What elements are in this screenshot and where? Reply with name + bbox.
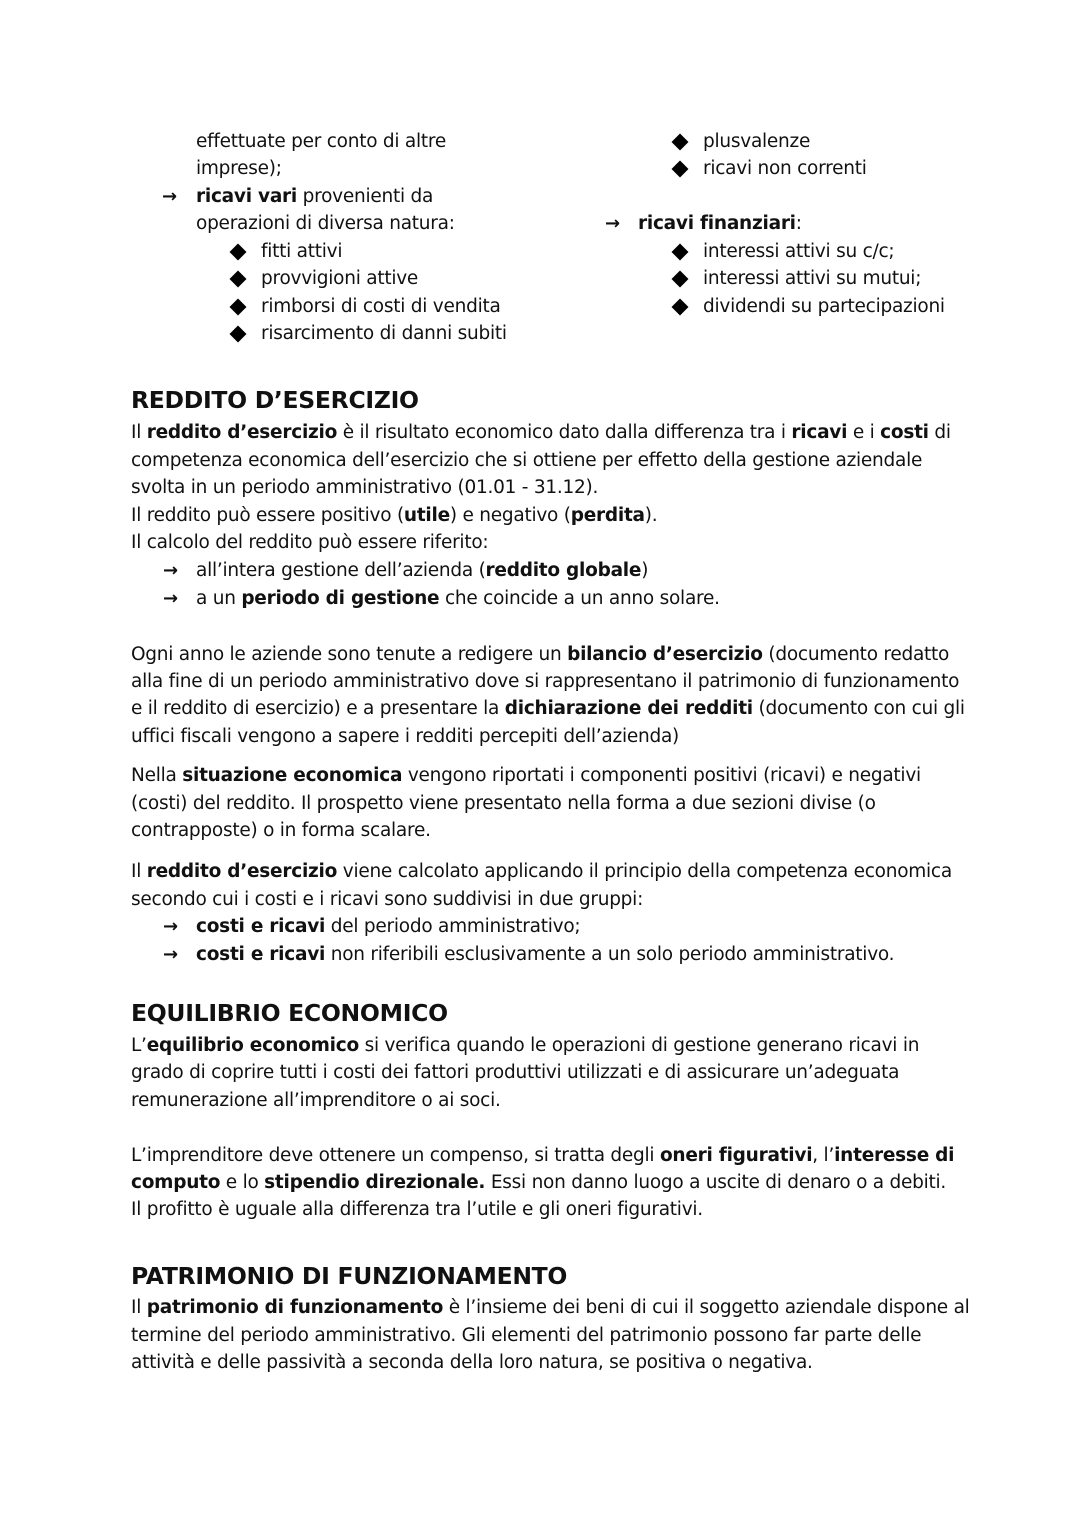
- bold-term: computo: [131, 1172, 221, 1193]
- paragraph-line: uffici fiscali vengono a sapere i redditi percepiti dell’azienda): [131, 726, 680, 747]
- paragraph-line: Il profitto è uguale alla differenza tra l’utile e gli oneri figurativi.: [131, 1199, 703, 1220]
- paragraph-line: [131, 1142, 954, 1169]
- continuation-line-2: imprese);: [196, 158, 282, 179]
- bold-term: stipendio direzionale.: [264, 1172, 486, 1193]
- bold-term: dichiarazione dei redditi: [504, 698, 753, 719]
- text: e lo: [220, 1172, 265, 1193]
- text: :: [795, 213, 802, 234]
- bullet-line: [196, 913, 580, 940]
- paragraph-line: remunerazione all’imprenditore o ai soci.: [131, 1090, 501, 1111]
- text: (documento redatto: [762, 644, 950, 665]
- bold-term: perdita: [570, 505, 645, 526]
- text: che coincide a un anno solare.: [439, 588, 720, 609]
- paragraph-line: [131, 695, 965, 722]
- paragraph-line: competenza economica dell’esercizio che si ottiene per effetto della gestione aziendale: [131, 450, 923, 471]
- text: e i: [847, 422, 881, 443]
- bold-term: costi: [880, 422, 929, 443]
- ricavi-finanziari-bold: ricavi finanziari: [638, 213, 796, 234]
- paragraph-line: [131, 1294, 970, 1321]
- bold-term: utile: [403, 505, 450, 526]
- bold-term: reddito d’esercizio: [146, 422, 338, 443]
- bold-term: reddito d’esercizio: [146, 861, 338, 882]
- ricavi-vari-bold: ricavi vari: [196, 186, 298, 207]
- ricavi-vari-line: [196, 183, 433, 210]
- arrow-icon: →: [163, 560, 179, 581]
- list-item: ricavi non correnti: [703, 158, 867, 179]
- text: (documento con cui gli: [752, 698, 965, 719]
- bold-term: costi e ricavi: [196, 916, 326, 937]
- arrow-icon: →: [163, 944, 179, 965]
- text: è il risultato economico dato dalla differenza tra i: [337, 422, 792, 443]
- list-item: rimborsi di costi di vendita: [261, 296, 501, 317]
- text: è l’insieme dei beni di cui il soggetto aziendale dispone al: [443, 1297, 970, 1318]
- arrow-icon: →: [162, 186, 178, 207]
- bullet-line: [196, 557, 648, 584]
- text: Il: [131, 1297, 147, 1318]
- bold-term: reddito globale: [485, 560, 642, 581]
- arrow-icon: →: [163, 588, 179, 609]
- text: viene calcolato applicando il principio della competenza economica: [337, 861, 952, 882]
- text: ): [641, 560, 649, 581]
- diamond-bullet-icon: [230, 326, 247, 343]
- paragraph-line: secondo cui i costi e i ricavi sono suddivisi in due gruppi:: [131, 889, 644, 910]
- bold-term: periodo di gestione: [241, 588, 440, 609]
- arrow-icon: →: [163, 916, 179, 937]
- text: e il reddito di esercizio) e a presentare la: [131, 698, 505, 719]
- diamond-bullet-icon: [672, 244, 689, 261]
- bold-term: costi e ricavi: [196, 944, 326, 965]
- paragraph-line: [131, 1169, 946, 1196]
- text: si verifica quando le operazioni di gestione generano ricavi in: [358, 1035, 920, 1056]
- diamond-bullet-icon: [230, 271, 247, 288]
- bold-term: oneri figurativi: [659, 1145, 813, 1166]
- text: Il: [131, 422, 147, 443]
- diamond-bullet-icon: [672, 299, 689, 316]
- ricavi-finanziari-line: [638, 210, 802, 237]
- diamond-bullet-icon: [230, 299, 247, 316]
- bold-term: bilancio d’esercizio: [567, 644, 763, 665]
- text: Ogni anno le aziende sono tenute a redigere un: [131, 644, 568, 665]
- text: Nella: [131, 765, 183, 786]
- list-item: interessi attivi su mutui;: [703, 268, 922, 289]
- list-item: interessi attivi su c/c;: [703, 241, 895, 262]
- text: L’imprenditore deve ottenere un compenso, si tratta degli: [131, 1145, 660, 1166]
- text: del periodo amministrativo;: [325, 916, 581, 937]
- paragraph-line: (costi) del reddito. Il prospetto viene presentato nella forma a due sezioni divise (o: [131, 793, 876, 814]
- bullet-line: [196, 585, 720, 612]
- paragraph-line: svolta in un periodo amministrativo (01.01 - 31.12).: [131, 477, 599, 498]
- text: a un: [196, 588, 242, 609]
- text: ).: [644, 505, 658, 526]
- text: all’intera gestione dell’azienda (: [196, 560, 486, 581]
- paragraph-line: [131, 419, 951, 446]
- text: non riferibili esclusivamente a un solo periodo amministrativo.: [325, 944, 895, 965]
- text: Il reddito può essere positivo (: [131, 505, 404, 526]
- bold-term: situazione economica: [182, 765, 403, 786]
- diamond-bullet-icon: [230, 244, 247, 261]
- text: Il: [131, 861, 147, 882]
- paragraph-line: attività e delle passività a seconda della loro natura, se positiva o negativa.: [131, 1352, 813, 1373]
- arrow-icon: →: [605, 213, 621, 234]
- text: , l’: [812, 1145, 835, 1166]
- text: di: [928, 422, 951, 443]
- text: vengono riportati i componenti positivi (ricavi) e negativi: [402, 765, 921, 786]
- paragraph-line: [131, 858, 952, 885]
- paragraph-line: contrapposte) o in forma scalare.: [131, 820, 431, 841]
- paragraph-line: [131, 502, 657, 529]
- diamond-bullet-icon: [672, 161, 689, 178]
- paragraph-line: Il calcolo del reddito può essere riferito:: [131, 532, 489, 553]
- bold-term: interesse di: [834, 1145, 955, 1166]
- bold-term: equilibrio economico: [146, 1035, 359, 1056]
- paragraph-line: [131, 1032, 919, 1059]
- section-heading: PATRIMONIO DI FUNZIONAMENTO: [131, 1262, 568, 1290]
- list-item: provvigioni attive: [261, 268, 419, 289]
- bold-term: ricavi: [791, 422, 848, 443]
- bold-term: patrimonio di funzionamento: [146, 1297, 444, 1318]
- text: ) e negativo (: [449, 505, 571, 526]
- bullet-line: [196, 941, 894, 968]
- text: Essi non danno luogo a uscite di denaro o a debiti.: [485, 1172, 947, 1193]
- list-item: risarcimento di danni subiti: [261, 323, 507, 344]
- paragraph-line: [131, 641, 949, 668]
- list-item: fitti attivi: [261, 241, 343, 262]
- paragraph-line: termine del periodo amministrativo. Gli elementi del patrimonio possono far parte delle: [131, 1325, 922, 1346]
- diamond-bullet-icon: [672, 134, 689, 151]
- continuation-line-1: effettuate per conto di altre: [196, 131, 446, 152]
- section-heading: REDDITO D’ESERCIZIO: [131, 386, 419, 414]
- list-item: dividendi su partecipazioni: [703, 296, 945, 317]
- diamond-bullet-icon: [672, 271, 689, 288]
- ricavi-vari-line-2: operazioni di diversa natura:: [196, 213, 455, 234]
- paragraph-line: [131, 762, 921, 789]
- paragraph-line: grado di coprire tutti i costi dei fattori produttivi utilizzati e di assicurare un’adeguata: [131, 1062, 900, 1083]
- paragraph-line: alla fine di un periodo amministrativo dove si rappresentano il patrimonio di funzionamento: [131, 671, 960, 692]
- text: L’: [131, 1035, 147, 1056]
- section-heading: EQUILIBRIO ECONOMICO: [131, 999, 448, 1027]
- list-item: plusvalenze: [703, 131, 811, 152]
- text: provenienti da: [297, 186, 434, 207]
